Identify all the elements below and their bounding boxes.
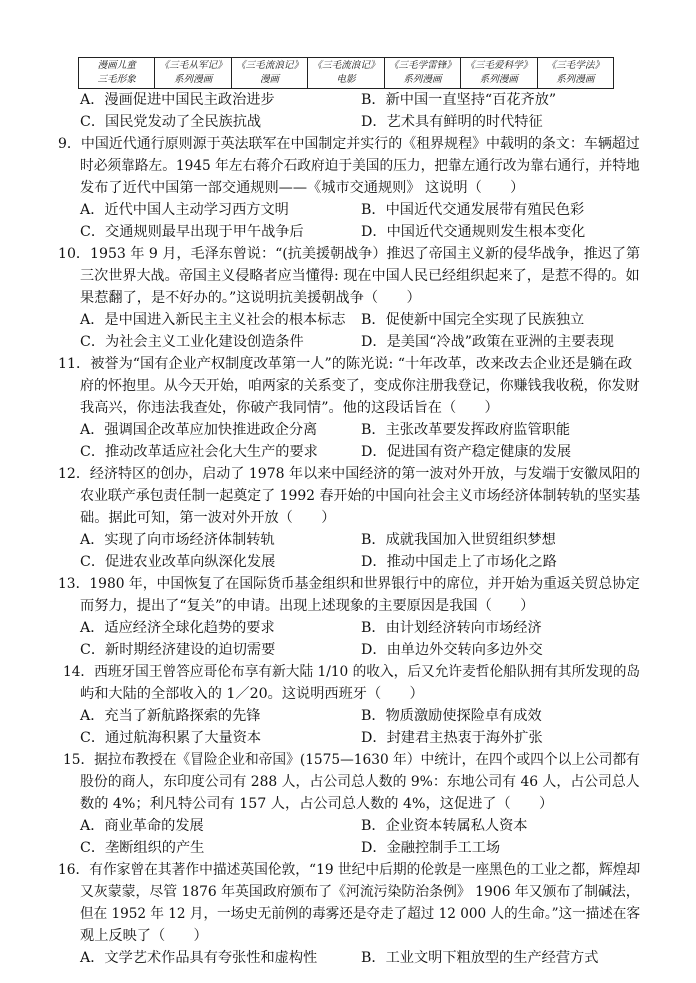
q9-stem-line-3: 发布了近代中国第一部交通规则——《城市交通规则》 这说明（ ） [80, 180, 525, 196]
q14-option-b: B．物质激励使探险卓有成效 [361, 708, 542, 724]
q12-option-a: A．实现了向市场经济体制转轨 [80, 532, 275, 548]
q15-stem-line-3: 数的 4%；利凡特公司有 157 人，占公司总人数的 4%，这促进了（ ） [80, 796, 554, 812]
q11-stem-line-3: 我高兴，你违法我查处，你破产我同情”。他的这段话旨在（ ） [80, 400, 499, 416]
q10-option-d: D．是美国“冷战”政策在亚洲的主要表现 [361, 334, 614, 350]
q15-option-b: B．企业资本转属私人资本 [361, 818, 528, 834]
q8-option-c: C．国民党发动了全民族抗战 [80, 114, 262, 130]
q11-stem-line-1: 11．被誉为“国有企业产权制度改革第一人”的陈光说: “十年改革，改来改去企业还是躺在政 [58, 356, 633, 372]
q15-option-c: C．垄断组织的产生 [80, 840, 205, 856]
q8-option-d: D．艺术具有鲜明的时代特征 [361, 114, 543, 130]
q13-stem-line-1: 13．1980 年，中国恢复了在国际货币基金组织和世界银行中的席位，并开始为重返关贸总协定 [58, 576, 640, 592]
table-cell: 《三毛爱科学》 系列漫画 [461, 58, 537, 89]
q14-stem-line-2: 屿和大陆的全部收入的 1／20。这说明西班牙（ ） [80, 686, 424, 702]
q14-option-a: A．充当了新航路探索的先锋 [80, 708, 261, 724]
sanmao-works-table [78, 57, 614, 89]
q12-stem-line-2: 农业联产承包责任制一起奠定了 1992 春开始的中国向社会主义市场经济体制转轨的坚实基 [80, 488, 641, 504]
q16-stem-line-3: 但在 1952 年 12 月，一场史无前例的毒雾还是夺走了超过 12 000 人的生命。”这一描述在客 [80, 906, 641, 922]
table-cell: 《三毛学法》 系列漫画 [537, 58, 613, 89]
q12-option-d: D．推动中国走上了市场化之路 [361, 554, 557, 570]
q15-option-a: A．商业革命的发展 [80, 818, 204, 834]
q16-stem-line-4: 观上反映了（ ） [80, 928, 208, 944]
q13-option-b: B．由计划经济转向市场经济 [361, 620, 542, 636]
q16-stem-line-2: 又灰蒙蒙，尽管 1876 年英国政府颁布了《河流污染防治条例》 1906 年又颁布了制碱法， [80, 884, 640, 900]
q13-option-d: D．由单边外交转向多边外交 [361, 642, 543, 658]
q13-option-a: A．适应经济全球化趋势的要求 [80, 620, 275, 636]
q14-option-d: D．封建君主热衷于海外扩张 [361, 730, 543, 746]
table-cell: 《三毛流浪记》 电影 [308, 58, 384, 89]
q12-option-c: C．促进农业改革向纵深化发展 [80, 554, 276, 570]
table-cell: 《三毛流浪记》 漫画 [231, 58, 307, 89]
q16-stem-line-1: 16．有作家曾在其著作中描述英国伦敦，“19 世纪中后期的伦敦是一座黑色的工业之都，辉煌却 [58, 862, 641, 878]
q14-stem-line-1: 14．西班牙国王曾答应哥伦布享有新大陆 1/10 的收入，后又允许麦哲伦船队拥有其所发现的岛 [63, 664, 641, 680]
table-cell: 漫画儿童 三毛形象 [79, 58, 155, 89]
q11-option-a: A．强调国企改革应加快推进政企分离 [80, 422, 318, 438]
q12-stem-line-1: 12．经济特区的创办，启动了 1978 年以来中国经济的第一波对外开放，与发端于安徽凤阳的 [58, 466, 641, 482]
q10-option-c: C．为社会主义工业化建设创造条件 [80, 334, 304, 350]
table-cell: 《三毛学雷锋》 系列漫画 [384, 58, 460, 89]
q11-option-b: B．主张改革要发挥政府监管职能 [361, 422, 571, 438]
q9-option-c: C．交通规则最早出现于甲午战争后 [80, 224, 304, 240]
q16-option-b: B．工业文明下粗放型的生产经营方式 [361, 950, 599, 966]
q10-stem-line-1: 10．1953 年 9 月，毛泽东曾说：“(抗美援朝战争）推迟了帝国主义新的侵华战争，推迟了第 [58, 246, 641, 262]
q11-option-d: D．促进国有资产稳定健康的发展 [361, 444, 572, 460]
q10-stem-line-2: 三次世界大战。帝国主义侵略者应当懂得: 现在中国人民已经组织起来了，是惹不得的。如 [80, 268, 640, 284]
q12-stem-line-3: 础。据此可知，第一波对外开放（ ） [80, 510, 336, 526]
q11-stem-line-2: 府的怀抱里。从今天开始，咱两家的关系变了，变成你注册我登记，你赚钱我收税，你发财 [80, 378, 640, 394]
q9-stem-line-2: 时必须靠路左。1945 年左右蒋介石政府迫于美国的压力，把靠左通行改为靠右通行，并特地 [80, 158, 640, 174]
table-cell: 《三毛从军记》 系列漫画 [155, 58, 231, 89]
q9-stem-line-1: 9．中国近代通行原则源于英法联军在中国制定并实行的《租界规程》中载明的条文：车辆超过 [58, 136, 640, 152]
q10-option-a: A．是中国进入新民主主义社会的根本标志 [80, 312, 346, 328]
q16-option-a: A．文学艺术作品具有夸张性和虚构性 [80, 950, 318, 966]
table-row [79, 58, 614, 89]
q10-option-b: B．促使新中国完全实现了民族独立 [361, 312, 585, 328]
q8-option-a: A．漫画促进中国民主政治进步 [80, 92, 275, 108]
q11-option-c: C．推动改革适应社会化大生产的要求 [80, 444, 318, 460]
q13-stem-line-2: 而努力，提出了“复关”的申请。出现上述现象的主要原因是我国（ ） [80, 598, 535, 614]
q15-stem-line-1: 15．据拉布教授在《冒险企业和帝国》(1575—1630 年）中统计，在四个或四个以上公司都有 [63, 752, 640, 768]
q14-option-c: C．通过航海积累了大量资本 [80, 730, 262, 746]
q9-option-d: D．中国近代交通规则发生根本变化 [361, 224, 586, 240]
q12-option-b: B．成就我国加入世贸组织梦想 [361, 532, 556, 548]
q9-option-b: B．中国近代交通发展带有殖民色彩 [361, 202, 585, 218]
q13-option-c: C．新时期经济建设的迫切需要 [80, 642, 276, 658]
q8-option-b: B．新中国一直坚持“百花齐放” [361, 92, 557, 108]
q15-stem-line-2: 股份的商人，东印度公司有 288 人，占公司总人数的 9%：东地公司有 46 人，占公司总人 [80, 774, 640, 790]
q9-option-a: A．近代中国人主动学习西方文明 [80, 202, 289, 218]
q10-stem-line-3: 果惹翻了，是不好办的。”这说明抗美援朝战争（ ） [80, 290, 421, 306]
q15-option-d: D．金融控制手工工场 [361, 840, 501, 856]
